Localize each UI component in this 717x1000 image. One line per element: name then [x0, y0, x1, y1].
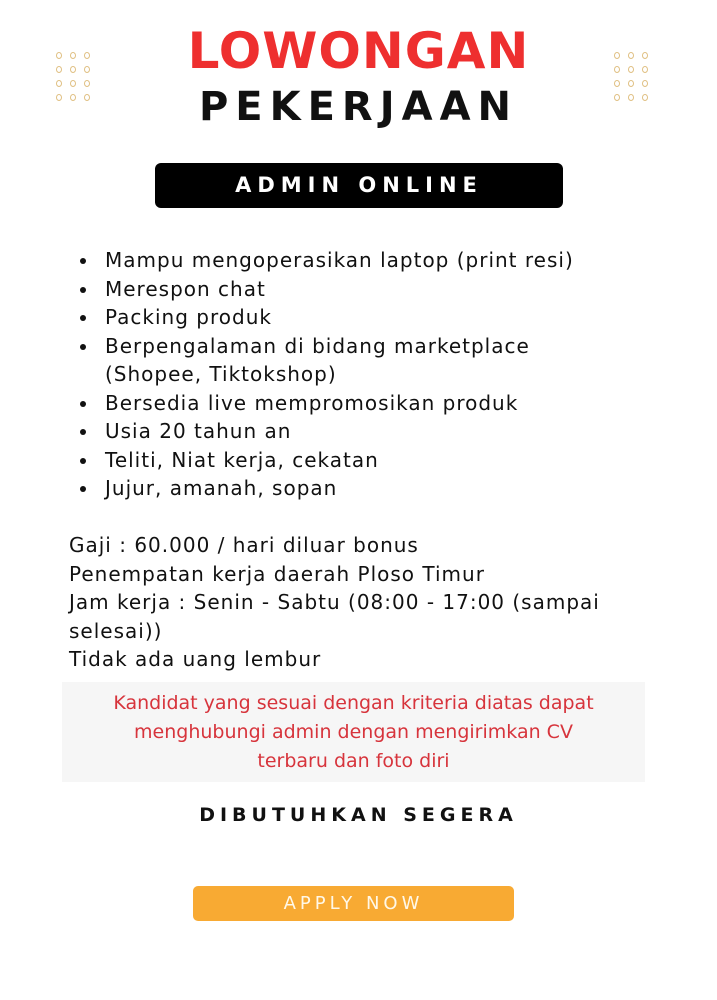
list-item: Teliti, Niat kerja, cekatan	[80, 446, 585, 475]
requirements-list	[80, 246, 585, 503]
list-item: Jujur, amanah, sopan	[80, 474, 585, 503]
apply-now-button[interactable]: APPLY NOW	[193, 886, 514, 921]
list-item: Packing produk	[80, 303, 585, 332]
list-item: Merespon chat	[80, 275, 585, 304]
hours-text-cont: selesai))	[69, 618, 163, 643]
title-lowongan: LOWONGAN	[187, 22, 530, 80]
note-line: terbaru dan foto diri	[257, 750, 450, 772]
urgent-heading: DIBUTUHKAN SEGERA	[199, 804, 518, 826]
overtime-text: Tidak ada uang lembur	[69, 647, 322, 671]
note-line: menghubungi admin dengan mengirimkan CV	[134, 721, 573, 743]
position-badge: ADMIN ONLINE	[155, 163, 563, 208]
contact-note	[62, 682, 645, 782]
list-item: Bersedia live mempromosikan produk	[80, 389, 585, 418]
decorative-dots-left	[56, 52, 90, 101]
list-item: Berpengalaman di bidang marketplace (Shopee, Tiktokshop)	[80, 332, 585, 389]
decorative-dots-right	[614, 52, 648, 101]
job-details	[69, 531, 600, 674]
note-line: Kandidat yang sesuai dengan kriteria diatas dapat	[113, 692, 594, 714]
location-text: Penempatan kerja daerah Ploso Timur	[69, 561, 485, 586]
hours-text: Jam kerja : Senin - Sabtu (08:00 - 17:00 (sampai	[69, 590, 600, 614]
list-item: Mampu mengoperasikan laptop (print resi)	[80, 246, 585, 275]
list-item: Usia 20 tahun an	[80, 417, 585, 446]
title-pekerjaan: PEKERJAAN	[198, 84, 519, 130]
salary-text: Gaji : 60.000 / hari diluar bonus	[69, 533, 419, 557]
